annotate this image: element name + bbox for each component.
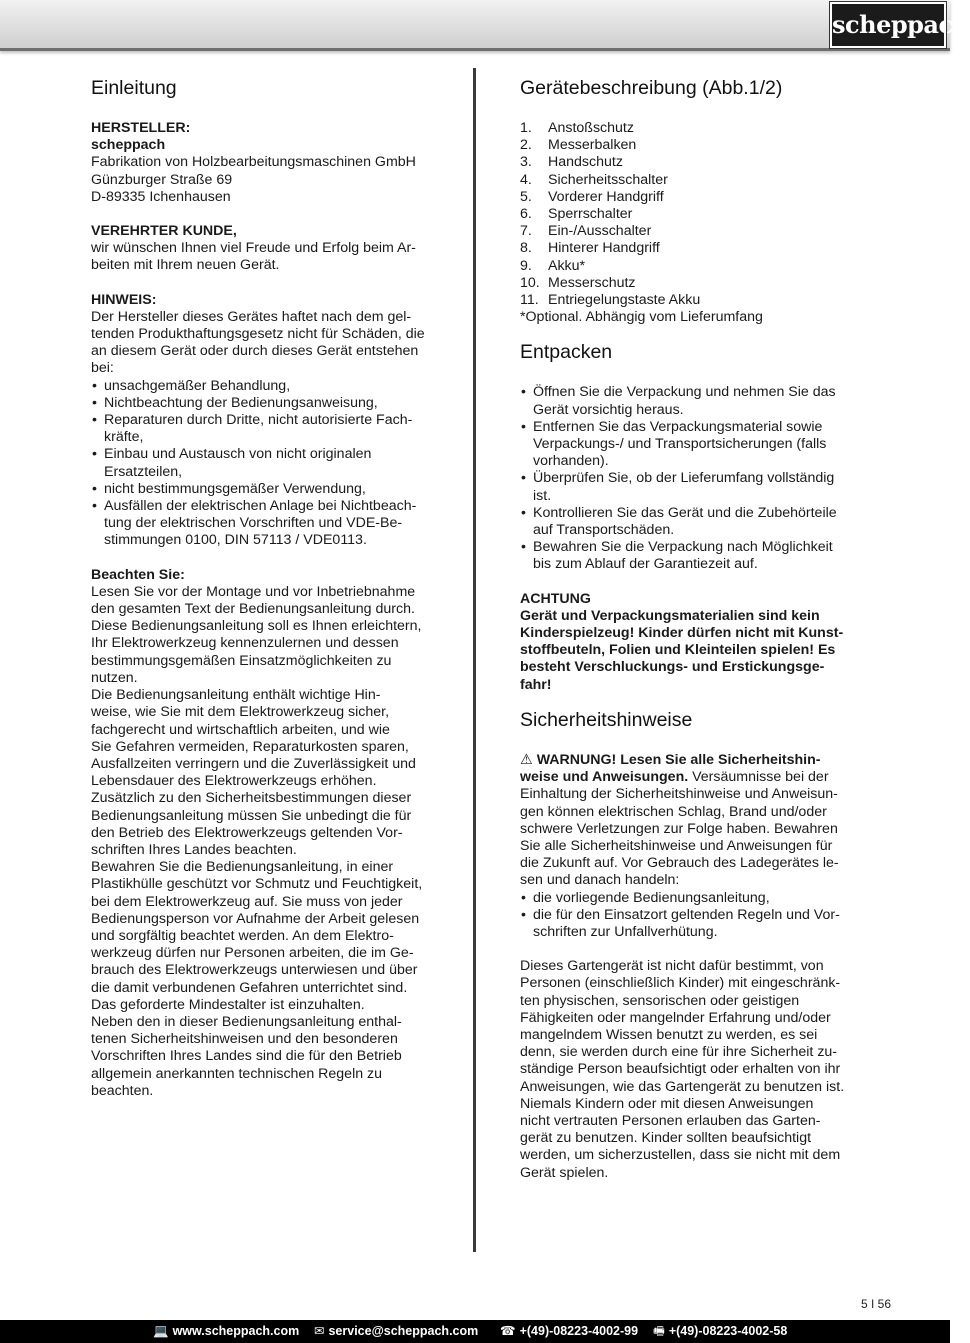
warning-bold-2: weise und Anweisungen. [520, 769, 689, 786]
text-line: mangelndem Wissen benutzt zu werden, es sei [520, 1026, 818, 1043]
device-part-item [520, 137, 860, 154]
attention-text [520, 608, 860, 694]
attention-label: ACHTUNG [520, 590, 591, 607]
text-line: ten physischen, sensorischen oder geistigen [520, 992, 800, 1009]
text-line: Kinderspielzeug! Kinder dürfen nicht mit Kunst- [520, 625, 844, 642]
manufacturer-name: scheppach [91, 137, 166, 154]
bullet-item: • Reparaturen durch Dritte, nicht autorisierte Fach- kräfte, [91, 412, 433, 446]
text-line: Günzburger Straße 69 [91, 171, 233, 188]
warning-icon: ⚠ [520, 751, 533, 768]
text-line: schriften Ihres Landes beachten. [91, 841, 297, 858]
device-parts-list [520, 120, 860, 309]
note-bullet-list [91, 378, 433, 550]
device-part-item [520, 172, 860, 189]
text-line: Niemals Kindern oder mit diesen Anweisungen [520, 1095, 814, 1112]
text-line: tenden Produkthaftungsgesetz nicht für Schäden, die [91, 326, 425, 343]
observe-text [91, 584, 433, 1100]
text-line: Zusätzlich zu den Sicherheitsbestimmungen dieser [91, 790, 412, 807]
device-part-label: Akku* [548, 257, 586, 274]
device-part-number: 4. [520, 171, 532, 188]
text-line: Das geforderte Mindestalter ist einzuhalten. [91, 996, 365, 1013]
text-line: wir wünschen Ihnen viel Freude und Erfolg beim Ar- [91, 240, 416, 257]
device-part-label: Anstoßschutz [548, 120, 634, 136]
device-part-label: Entriegelungstaste Akku [548, 292, 701, 309]
footer-fax [653, 1320, 787, 1343]
text-line: Anweisungen, wie das Gartengerät zu benutzen ist. [520, 1078, 845, 1095]
text-line: beiten mit Ihrem neuen Gerät. [91, 257, 280, 274]
device-part-number: 10. [520, 274, 540, 291]
device-part-label: Messerbalken [548, 137, 637, 154]
text-line: tenen Sicherheitshinweisen und den besonderen [91, 1031, 398, 1048]
observe-label: Beachten Sie: [91, 566, 185, 583]
bullet-item: • Entfernen Sie das Verpackungsmaterial sowie Verpackungs-/ und Transportsicherungen (falls vorhanden). [520, 419, 860, 471]
text-line: D-89335 Ichenhausen [91, 188, 231, 205]
bullet-item: • nicht bestimmungsgemäßer Verwendung, [91, 481, 433, 498]
text-line: Die Bedienungsanleitung enthält wichtige Hin- [91, 687, 381, 704]
footer-phone [500, 1320, 638, 1343]
bullet-item: • Einbau und Austausch von nicht originalen Ersatzteilen, [91, 446, 433, 480]
text-line: fachgerecht und wirtschaftlich arbeiten, und wie [91, 721, 390, 738]
device-part-item [520, 154, 860, 171]
text-line: ständige Person beaufsichtigt oder erhalten von ihr [520, 1061, 841, 1078]
device-part-label: Hinterer Handgriff [548, 240, 660, 257]
text-line: gerät zu benutzen. Kinder sollten beaufsichtigt [520, 1130, 812, 1147]
device-part-number: 11. [520, 292, 539, 309]
customer-label: VEREHRTER KUNDE, [91, 223, 237, 240]
text-line: Diese Bedienungsanleitung soll es Ihnen erleichtern, [91, 618, 422, 635]
scheppach-logo: scheppach [830, 2, 946, 48]
text-line: beachten. [91, 1082, 154, 1099]
warning-bullet-list [520, 890, 860, 942]
text-line: fahr! [520, 676, 552, 693]
device-part-label: Sperrschalter [548, 206, 633, 223]
bullet-item: • Ausfällen der elektrischen Anlage bei Nichtbeach- tung der elektrischen Vorschriften und VDE-Be- stimmungen 0100, DIN 57113 / VDE0113. [91, 498, 433, 550]
device-part-number: 3. [520, 154, 532, 171]
text-line: besteht Verschluckungs- und Erstickungsge- [520, 659, 825, 676]
unpacking-bullet-list [520, 384, 860, 573]
customer-text [91, 240, 433, 274]
device-part-item [520, 189, 860, 206]
device-part-number: 7. [520, 223, 532, 240]
footer-phone-number: +(49)-08223-4002-99 [519, 1324, 639, 1338]
text-line: Vorschriften Ihres Landes sind die für den Betrieb [91, 1048, 402, 1065]
introduction-heading: Einleitung [91, 77, 177, 99]
fax-icon: 🖷 [653, 1324, 665, 1338]
text-line: Fähigkeiten oder mangelnder Erfahrung und/oder [520, 1009, 831, 1026]
text-line: an diesem Gerät oder durch dieses Gerät entstehen [91, 343, 419, 360]
device-part-label: Handschutz [548, 154, 623, 171]
bullet-item: • Bewahren Sie die Verpackung nach Möglichkeit bis zum Ablauf der Garantiezeit auf. [520, 539, 860, 573]
left-column [91, 62, 433, 1100]
text-line: stoffbeuteln, Folien und Kleinteilen spielen! Es [520, 642, 836, 659]
device-part-number: 5. [520, 188, 532, 205]
text-line: Bedienungsperson vor Aufnahme der Arbeit gelesen [91, 910, 420, 927]
manufacturer-address [91, 154, 433, 206]
note-text [91, 309, 433, 378]
bullet-item: • Überprüfen Sie, ob der Lieferumfang vollständig ist. [520, 470, 860, 504]
device-part-number: 6. [520, 206, 532, 223]
text-line: den gesamten Text der Bedienungsanleitung durch. [91, 601, 415, 618]
warning-rest: Versäumnisse bei der [688, 769, 829, 786]
text-line: Lebensdauer des Elektrowerkzeugs erhöhen. [91, 773, 377, 790]
note-label: HINWEIS: [91, 291, 157, 308]
text-line: werkzeug dürfen nur Personen arbeiten, die im Ge- [91, 945, 414, 962]
text-line: Dieses Gartengerät ist nicht dafür bestimmt, von [520, 958, 824, 975]
device-part-label: Messerschutz [548, 274, 636, 291]
device-part-number: 2. [520, 137, 532, 154]
bullet-item: • Öffnen Sie die Verpackung und nehmen Sie das Gerät vorsichtig heraus. [520, 384, 860, 418]
manufacturer-label: HERSTELLER: [91, 120, 191, 136]
device-part-number: 9. [520, 257, 532, 274]
text-line: die Zukunft auf. Vor Gebrauch des Ladegerätes le- [520, 855, 839, 872]
text-line: sen und danach handeln: [520, 872, 680, 889]
text-line: Bedienungsanleitung müssen Sie unbedingt die für [91, 807, 412, 824]
footer-fax-number: +(49)-08223-4002-58 [668, 1324, 788, 1338]
text-line: Einhaltung der Sicherheitshinweise und Anweisun- [520, 786, 838, 803]
bullet-item: • unsachgemäßer Behandlung, [91, 378, 433, 395]
text-line: bei: [91, 360, 114, 377]
page-number: 5 I 56 [860, 1297, 891, 1311]
column-divider [473, 68, 476, 1252]
mail-icon: ✉ [314, 1324, 325, 1338]
text-line: Gerät spielen. [520, 1164, 609, 1181]
text-line: Bewahren Sie die Bedienungsanleitung, in einer [91, 859, 394, 876]
device-part-item [520, 292, 860, 309]
device-footnote: *Optional. Abhängig vom Lieferumfang [520, 309, 763, 326]
footer-mail-link[interactable]: service@scheppach.com [328, 1324, 479, 1338]
device-part-item [520, 240, 860, 257]
text-line: Sie Gefahren vermeiden, Reparaturkosten sparen, [91, 738, 409, 755]
device-part-number: 8. [520, 240, 532, 257]
text-line: Ihr Elektrowerkzeug kennenzulernen und dessen [91, 635, 399, 652]
text-line: schwere Verletzungen zur Folge haben. Bewahren [520, 820, 838, 837]
device-part-label: Sicherheitsschalter [548, 171, 668, 188]
text-line: Neben den in dieser Bedienungsanleitung enthal- [91, 1013, 402, 1030]
bullet-item: • die für den Einsatzort geltenden Regeln und Vor- schriften zur Unfallverhütung. [520, 907, 860, 941]
text-line: gen können elektrischen Schlag, Brand und/oder [520, 803, 827, 820]
computer-icon: 💻 [153, 1324, 169, 1338]
text-line: Plastikhülle geschützt vor Schmutz und Feuchtigkeit, [91, 876, 423, 893]
text-line: werden, um sicherzustellen, dass sie nicht mit dem [520, 1147, 841, 1164]
bullet-item: • Nichtbeachtung der Bedienungsanweisung, [91, 395, 433, 412]
text-line: bestimmungsgemäßen Einsatzmöglichkeiten zu [91, 652, 392, 669]
top-banner [0, 0, 970, 51]
device-part-label: Vorderer Handgriff [548, 188, 664, 205]
device-part-item [520, 120, 860, 137]
phone-icon: ☎ [500, 1324, 516, 1338]
text-line: nutzen. [91, 669, 138, 686]
text-line: den Betrieb des Elektrowerkzeugs geltenden Vor- [91, 824, 403, 841]
text-line: Personen (einschließlich Kinder) mit eingeschränk- [520, 975, 841, 992]
footer-web[interactable] [153, 1320, 299, 1343]
device-part-item [520, 206, 860, 223]
safety-heading: Sicherheitshinweise [520, 708, 693, 731]
footer-web-link[interactable]: www.scheppach.com [172, 1324, 300, 1338]
text-line: Fabrikation von Holzbearbeitungsmaschinen GmbH [91, 154, 416, 171]
device-part-item [520, 223, 860, 240]
right-column [520, 62, 860, 1182]
footer-mail[interactable] [314, 1320, 478, 1343]
text-line: und sorgfältig beachtet werden. An dem Elektro- [91, 927, 394, 944]
text-line: bei dem Elektrowerkzeug auf. Sie muss von jeder [91, 893, 403, 910]
footer-bar [0, 1320, 950, 1343]
text-line: Lesen Sie vor der Montage und vor Inbetriebnahme [91, 583, 416, 600]
text-line: nicht vertrauten Personen erlauben das Garten- [520, 1112, 821, 1129]
text-line: die damit verbundenen Gefahren unterrichtet sind. [91, 979, 408, 996]
text-line: Ausfallzeiten verringern und die Zuverlässigkeit und [91, 755, 416, 772]
unpacking-heading: Entpacken [520, 341, 613, 364]
text-line: brauch des Elektrowerkzeugs unterwiesen und über [91, 962, 418, 979]
device-part-item [520, 258, 860, 275]
warning-bold-1: WARNUNG! Lesen Sie alle Sicherheitshin- [536, 751, 821, 768]
device-description-heading: Gerätebeschreibung (Abb.1/2) [520, 77, 783, 99]
warning-intro [520, 752, 860, 786]
warning-text [520, 786, 860, 889]
text-line: allgemein anerkannten technischen Regeln zu [91, 1065, 383, 1082]
text-line: Sie alle Sicherheitshinweise und Anweisungen für [520, 837, 833, 854]
device-part-item [520, 275, 860, 292]
bullet-item: • die vorliegende Bedienungsanleitung, [520, 890, 860, 907]
garden-device-text [520, 958, 860, 1182]
text-line: weise, wie Sie mit dem Elektrowerkzeug sicher, [91, 704, 390, 721]
bullet-item: • Kontrollieren Sie das Gerät und die Zubehörteile auf Transportschäden. [520, 505, 860, 539]
device-part-label: Ein-/Ausschalter [548, 223, 652, 240]
text-line: Der Hersteller dieses Gerätes haftet nach dem gel- [91, 308, 412, 325]
text-line: denn, sie werden durch eine für ihre Sicherheit zu- [520, 1044, 838, 1061]
device-part-number: 1. [520, 120, 532, 136]
text-line: Gerät und Verpackungsmaterialien sind kein [520, 607, 820, 624]
